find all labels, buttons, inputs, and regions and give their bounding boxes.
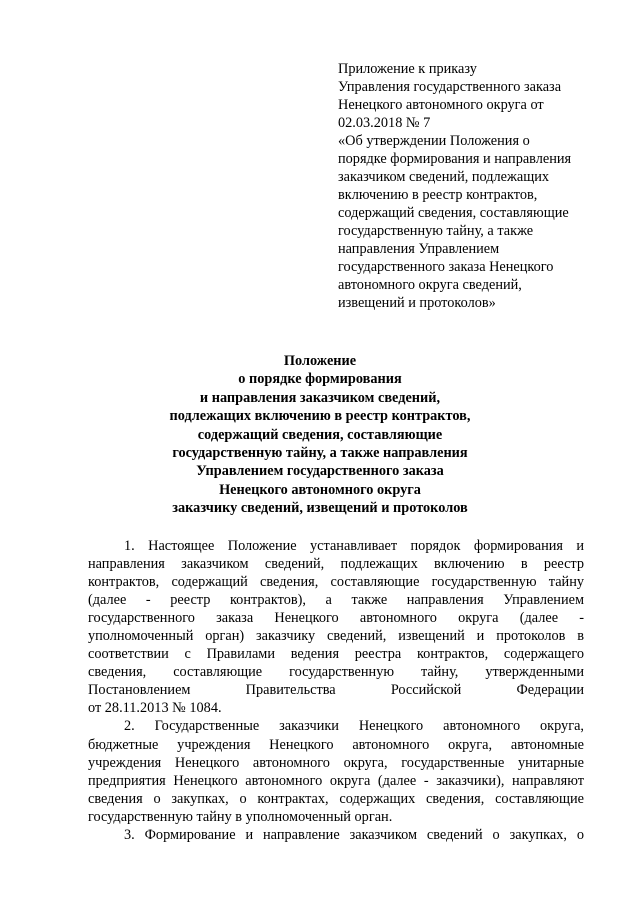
body-line: уполномоченный орган) заказчику сведений, извещений и протоколов в [88, 628, 584, 645]
appendix-line: государственного заказа Ненецкого [338, 259, 554, 275]
title-line: Положение [283, 353, 357, 369]
body-line: контрактов, содержащий сведения, составляющие государственную тайну [88, 574, 584, 591]
title-line: подлежащих включению в реестр контрактов, [169, 408, 471, 425]
document-body [88, 537, 584, 844]
title-line: государственную тайну, а также направления [172, 445, 468, 462]
body-line: (далее - реестр контрактов), а также направления Управлением [88, 592, 584, 609]
body-line: сведения о закупках, о контрактах, содержащих сведения, составляющие [88, 790, 584, 807]
document-title [80, 352, 560, 518]
appendix-line: 02.03.2018 № 7 [338, 115, 431, 131]
appendix-line: содержащий сведения, составляющие [338, 205, 569, 221]
body-line: государственного заказа Ненецкого автономного округа (далее - [88, 610, 584, 627]
appendix-line: государственную тайну, а также [338, 223, 534, 239]
body-line: от 28.11.2013 № 1084. [88, 700, 222, 717]
appendix-line: порядке формирования и направления [338, 151, 572, 167]
appendix-line: извещений и протоколов» [338, 295, 496, 311]
body-line: соответствии с Правилами ведения реестра контрактов, содержащего [88, 646, 584, 663]
body-line: государственную тайну в уполномоченный орган. [88, 808, 393, 825]
body-line: 3. Формирование и направление заказчиком сведений о закупках, о [124, 826, 584, 843]
body-line: бюджетные учреждения Ненецкого автономного округа, автономные [88, 736, 584, 753]
appendix-line: «Об утверждении Положения о [338, 133, 530, 149]
body-line: Постановлением Правительства Российской Федерации [88, 682, 584, 699]
appendix-line: Ненецкого автономного округа от [338, 97, 544, 113]
title-line: о порядке формирования [238, 371, 402, 388]
title-line: Управлением государственного заказа [196, 463, 444, 480]
appendix-block [338, 60, 608, 312]
appendix-line: Приложение к приказу [338, 61, 477, 77]
body-line: сведения, составляющие государственную тайну, утвержденными [88, 664, 584, 681]
appendix-line: автономного округа сведений, [338, 277, 522, 293]
appendix-line: направления Управлением [338, 241, 500, 257]
body-line: предприятия Ненецкого автономного округа (далее - заказчики), направляют [88, 772, 584, 789]
title-line: содержащий сведения, составляющие [197, 426, 443, 443]
title-line: и направления заказчиком сведений, [199, 389, 441, 406]
appendix-line: Управления государственного заказа [338, 79, 562, 95]
title-line: Ненецкого автономного округа [219, 481, 421, 498]
body-line: направления заказчиком сведений, подлежащих включению в реестр [88, 556, 584, 573]
body-line: учреждения Ненецкого автономного округа, государственные унитарные [88, 754, 584, 771]
body-line: 1. Настоящее Положение устанавливает порядок формирования и [124, 538, 584, 554]
body-line: 2. Государственные заказчики Ненецкого автономного округа, [124, 718, 584, 735]
appendix-line: включению в реестр контрактов, [338, 187, 538, 203]
title-line: заказчику сведений, извещений и протоколов [172, 500, 468, 517]
appendix-line: заказчиком сведений, подлежащих [338, 169, 550, 185]
